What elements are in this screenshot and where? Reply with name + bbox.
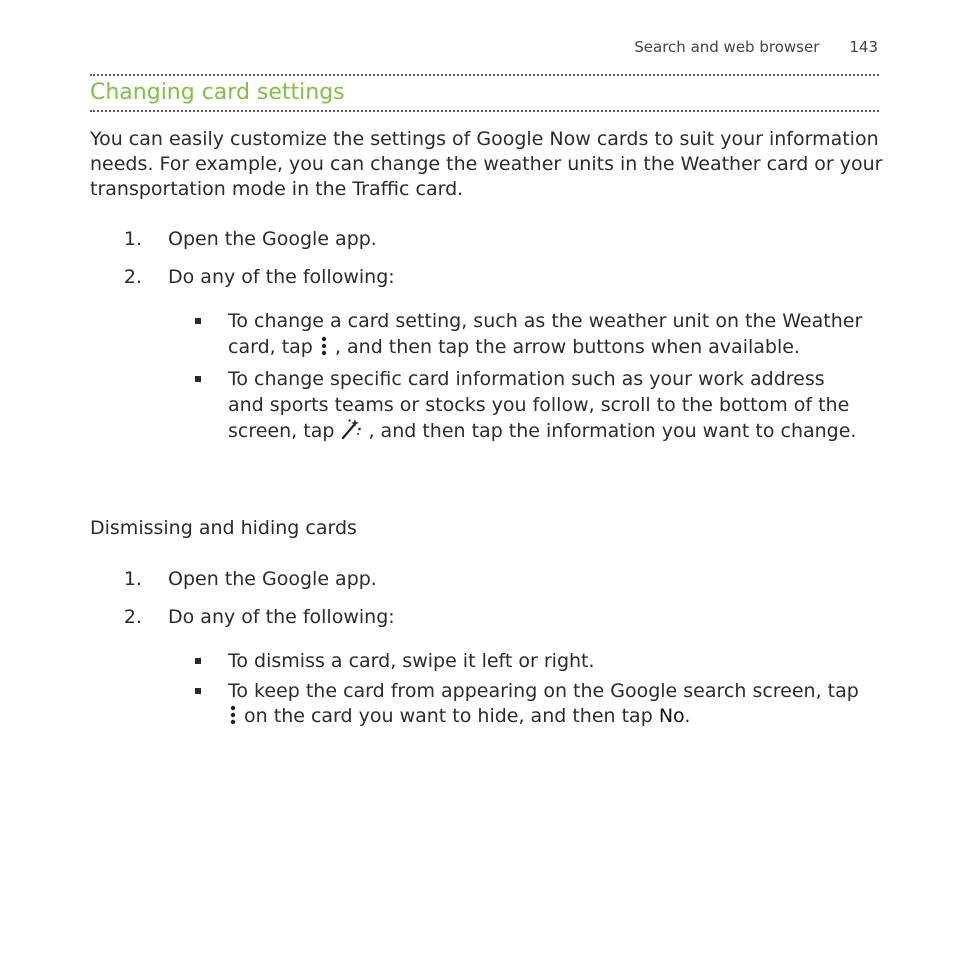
options-list	[194, 649, 864, 737]
bullet-text: To change a card setting, such as the weather unit on the Weather card, tap	[228, 310, 863, 358]
bullet-text: To dismiss a card, swipe it left or right.	[228, 650, 595, 672]
bullet-text: , and then tap the information you want to change.	[362, 420, 857, 442]
subheading: Dismissing and hiding cards	[90, 517, 357, 539]
step-text: Do any of the following:	[168, 266, 395, 288]
page-number: 143	[849, 38, 878, 56]
bullet-text: , and then tap the arrow buttons when available.	[328, 335, 800, 358]
list-item	[194, 367, 864, 448]
options-list	[194, 309, 864, 452]
list-item	[194, 679, 864, 733]
emphasized-label: No	[658, 705, 685, 727]
intro-paragraph: You can easily customize the settings of Google Now cards to suit your information needs. For example, you can change the weather units in the Weather card or your transportation mode in the Traffic card.	[90, 128, 883, 200]
bullet-text: To change specific card information such as your work address and sports teams or stocks you follow, scroll to the bottom of the screen, tap	[228, 368, 850, 442]
bullet-text: .	[684, 705, 691, 727]
step-text: Open the Google app.	[168, 228, 377, 250]
list-item	[194, 649, 864, 675]
step-number: 1.	[123, 228, 142, 250]
step-text: Do any of the following:	[168, 606, 395, 628]
section-title: Changing card settings	[90, 80, 345, 105]
top-divider	[90, 74, 879, 76]
step-number: 1.	[123, 568, 142, 590]
list-item	[194, 309, 864, 363]
magic-wand-icon	[340, 418, 362, 448]
more-vert-icon	[228, 705, 238, 733]
page-header	[634, 38, 878, 56]
title-divider	[90, 110, 879, 112]
step-number: 2.	[123, 606, 142, 628]
step-text: Open the Google app.	[168, 568, 377, 590]
bullet-text: To keep the card from appearing on the Google search screen, tap	[228, 679, 859, 702]
header-section-title: Search and web browser	[634, 38, 820, 56]
bullet-text: on the card you want to hide, and then tap	[238, 705, 659, 727]
more-vert-icon	[319, 336, 329, 364]
step-number: 2.	[123, 266, 142, 288]
